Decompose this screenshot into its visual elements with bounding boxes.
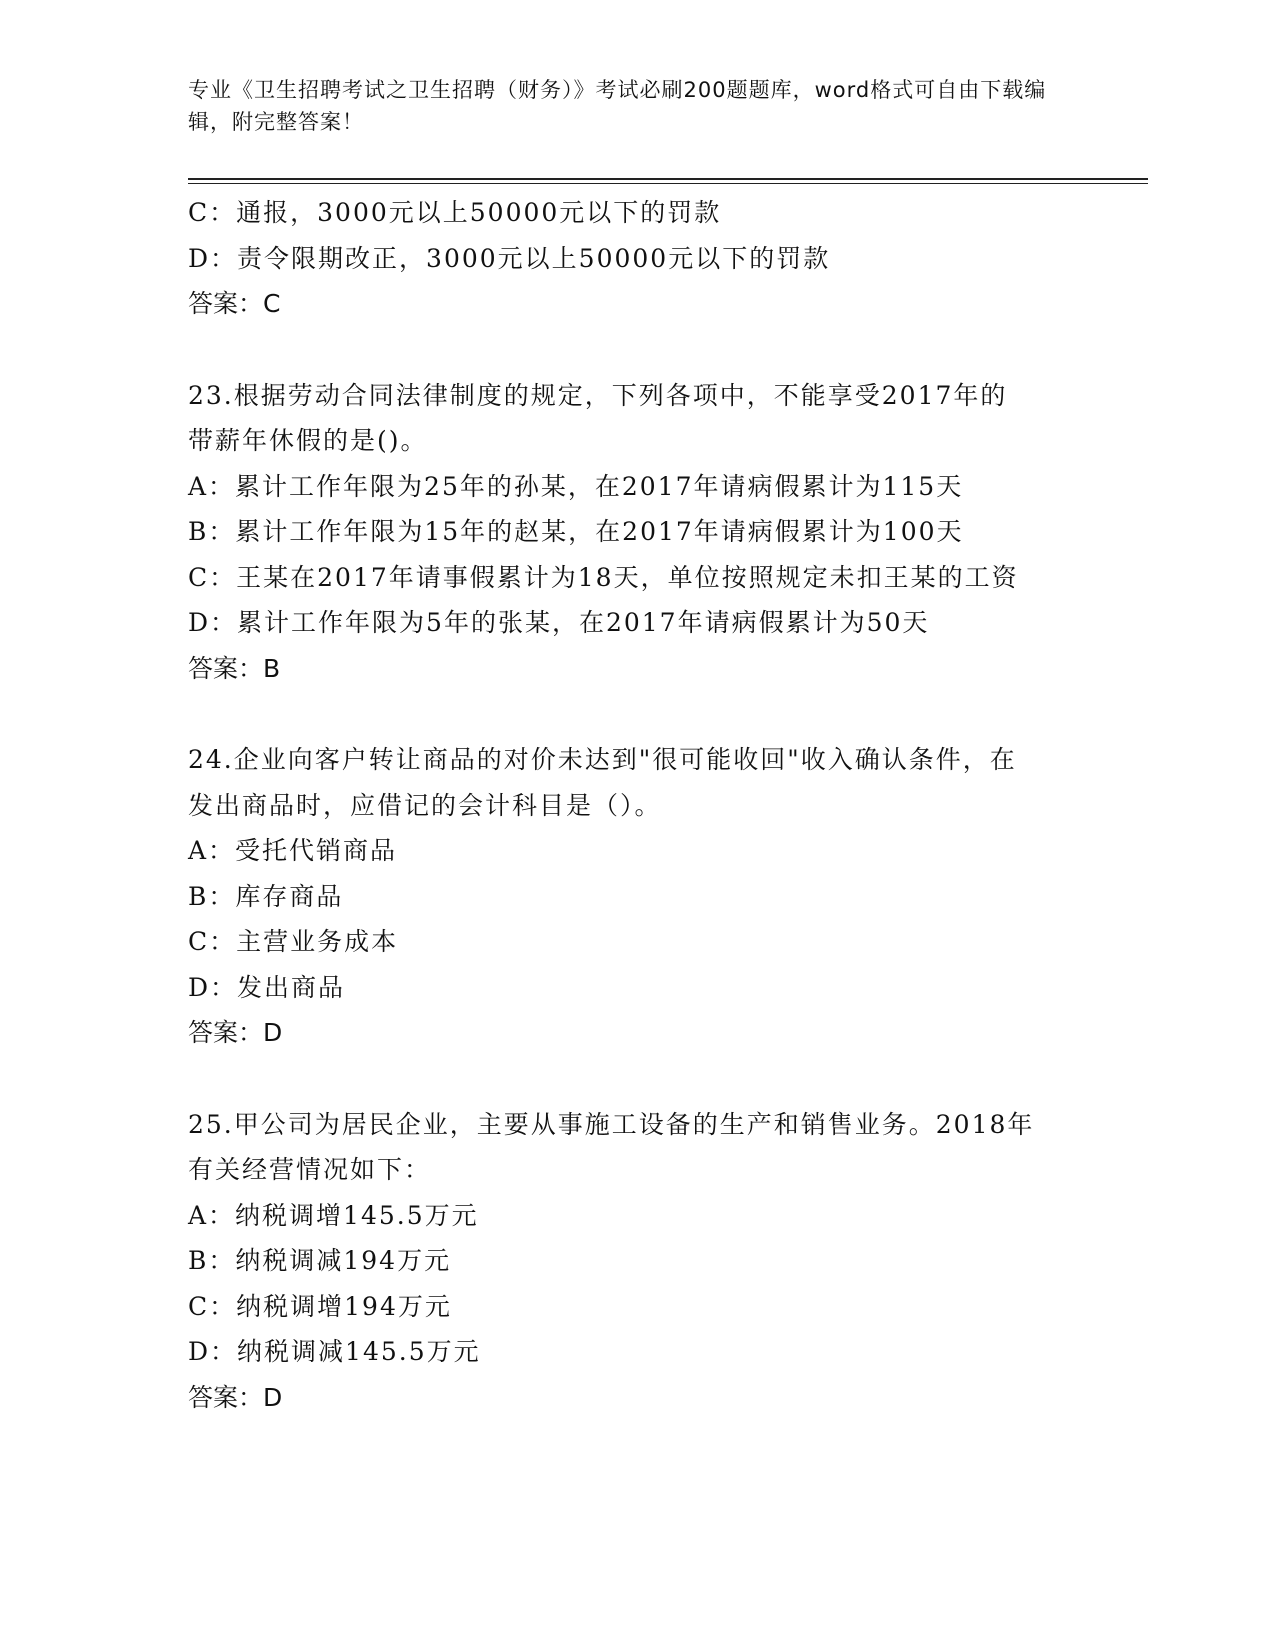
option-d: D：发出商品 — [188, 972, 346, 1002]
option-a: A：纳税调增145.5万元 — [188, 1200, 479, 1230]
question-text: 带薪年休假的是()。 — [188, 426, 428, 455]
option-d: D：纳税调减145.5万元 — [188, 1337, 481, 1366]
question-text: 24.企业向客户转让商品的对价未达到"很可能收回"收入确认条件，在 — [188, 745, 1017, 774]
option-c: C：王某在2017年请事假累计为18天，单位按照规定未扣王某的工资 — [188, 562, 1019, 592]
option-b: B：累计工作年限为15年的赵某，在2017年请病假累计为100天 — [188, 517, 964, 546]
question-text: 25.甲公司为居民企业，主要从事施工设备的生产和销售业务。2018年 — [188, 1109, 1035, 1139]
question-23 — [188, 373, 1128, 692]
option-d: D：责令限期改正，3000元以上50000元以下的罚款 — [188, 243, 831, 273]
header-divider — [188, 178, 1148, 180]
question-text: 23.根据劳动合同法律制度的规定，下列各项中，不能享受2017年的 — [188, 380, 1008, 410]
option-b: B：纳税调减194万元 — [188, 1246, 452, 1275]
question-text: 有关经营情况如下： — [188, 1155, 432, 1184]
option-c: C：纳税调增194万元 — [188, 1291, 452, 1321]
answer-line: 答案：D — [188, 1382, 283, 1412]
option-a: A：累计工作年限为25年的孙某，在2017年请病假累计为115天 — [188, 471, 964, 501]
answer-line: 答案：D — [188, 1018, 283, 1047]
answer-line: 答案：C — [188, 289, 281, 318]
question-25 — [188, 1102, 1128, 1421]
answer-line: 答案：B — [188, 653, 281, 683]
option-a: A：受托代销商品 — [188, 836, 398, 865]
option-d: D：累计工作年限为5年的张某，在2017年请病假累计为50天 — [188, 608, 930, 637]
document-header: 专业《卫生招聘考试之卫生招聘（财务）》考试必刷200题题库，word格式可自由下载编辑，附完整答案！ — [188, 78, 1047, 134]
option-c: C：通报，3000元以上50000元以下的罚款 — [188, 198, 722, 227]
option-c: C：主营业务成本 — [188, 927, 399, 956]
question-text: 发出商品时，应借记的会计科目是（）。 — [188, 790, 662, 820]
previous-question-tail — [188, 190, 1128, 327]
header-divider-thin — [188, 183, 1148, 184]
option-b: B：库存商品 — [188, 881, 344, 911]
question-24 — [188, 737, 1128, 1056]
question-list — [188, 190, 1128, 1420]
